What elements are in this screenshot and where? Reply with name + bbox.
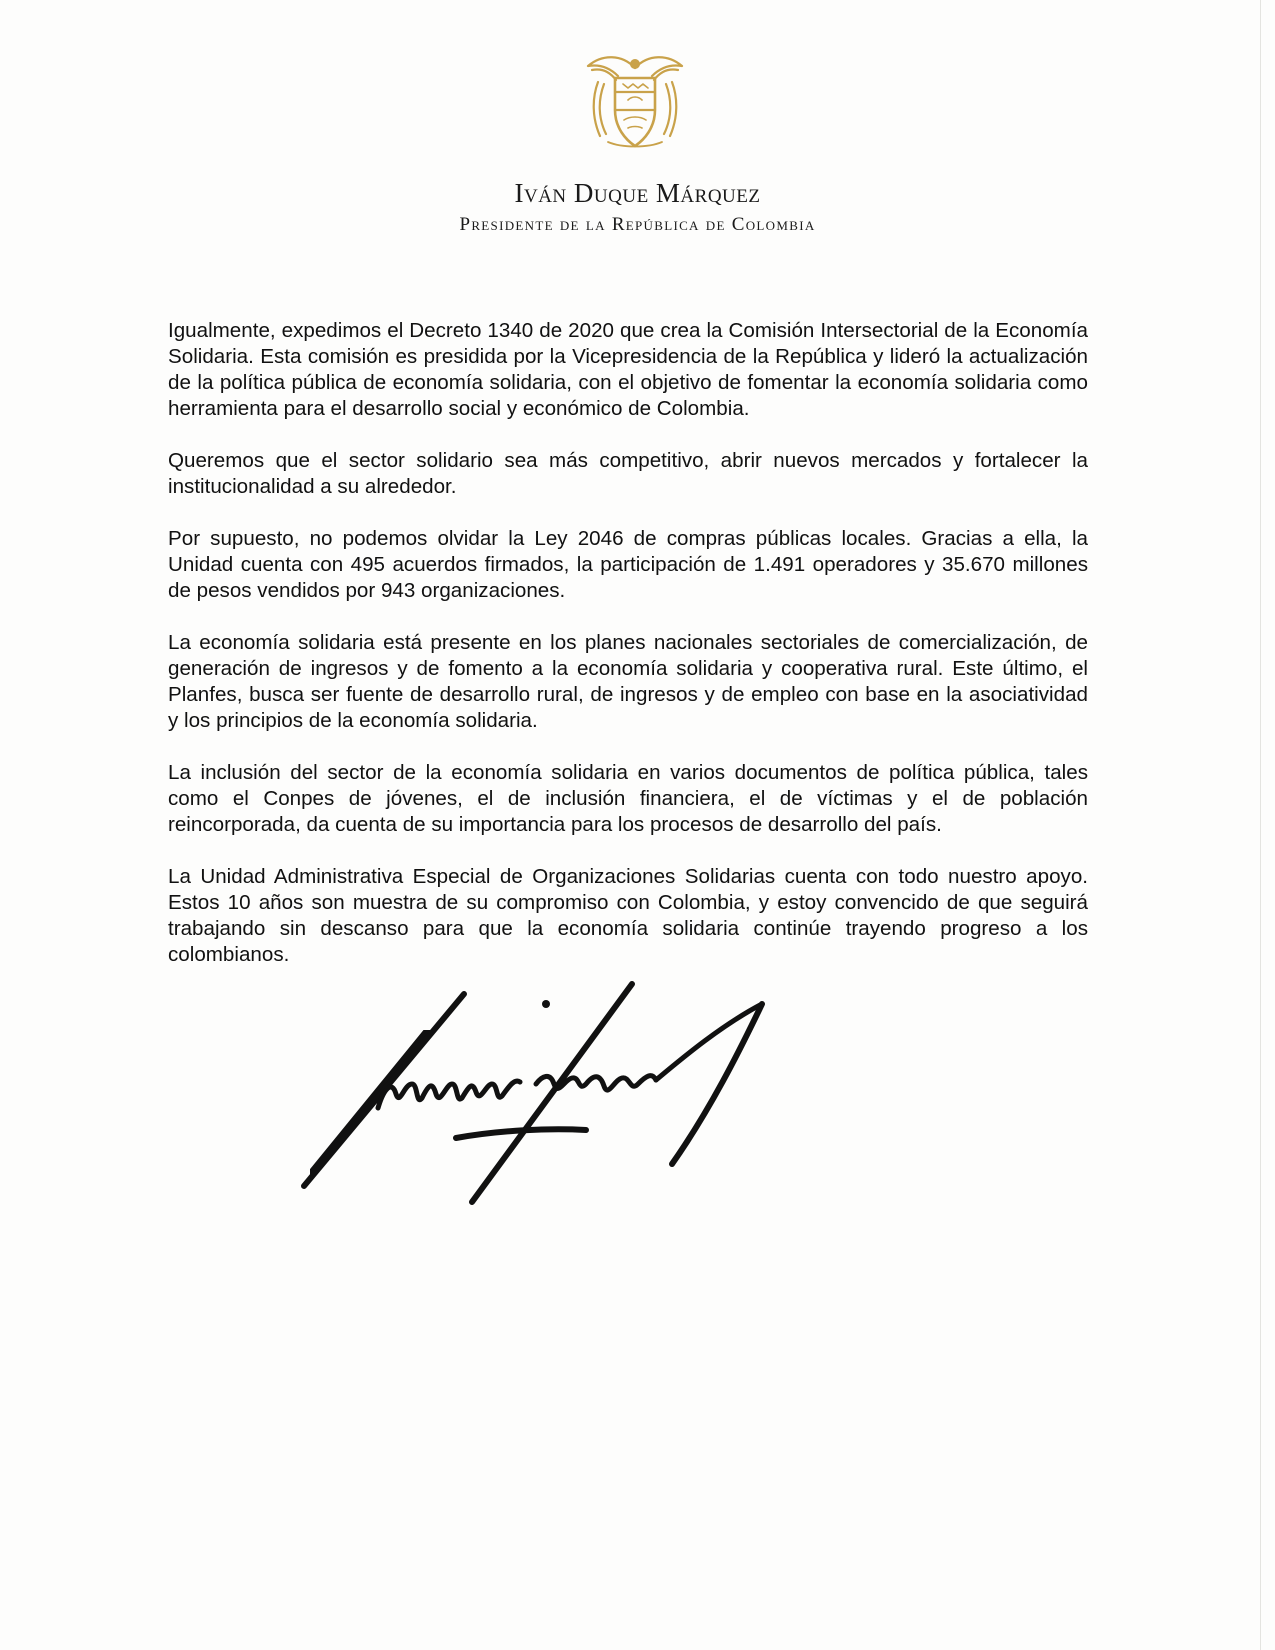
president-title: Presidente de la República de Colombia (459, 214, 816, 235)
page-edge (1260, 0, 1261, 1650)
paragraph-4: La economía solidaria está presente en los planes nacionales sectoriales de comercialización, de generación de ingresos y de fomento a la economía solidaria y cooperativa rural. Este último, el Planfes, busca ser fuente de desarrollo rural, de ingresos y de empleo con base en la asociatividad y los principios de la economía solidaria. (168, 631, 1088, 732)
paragraph-5: La inclusión del sector de la economía solidaria en varios documentos de política pública, tales como el Conpes de jóvenes, el de inclusión financiera, el de víctimas y el de población reincorporada, da cuenta de su importancia para los procesos de desarrollo del país. (168, 761, 1088, 836)
paragraph-3: Por supuesto, no podemos olvidar la Ley 2046 de compras públicas locales. Gracias a ella, la Unidad cuenta con 495 acuerdos firmados, la participación de 1.491 operadores y 35.670 millones de pesos vendidos por 943 organizaciones. (168, 527, 1088, 602)
president-name: Iván Duque Márquez (514, 178, 761, 208)
signature-strokes (300, 980, 780, 1210)
coat-of-arms-icon (578, 48, 692, 156)
paragraph-6: La Unidad Administrativa Especial de Organizaciones Solidarias cuenta con todo nuestro apoyo. Estos 10 años son muestra de su compromiso con Colombia, y estoy convencido de que seguirá trabajando sin descanso para que la economía solidaria continúe trayendo progreso a los colombianos. (168, 865, 1088, 966)
paragraph-2: Queremos que el sector solidario sea más competitivo, abrir nuevos mercados y fortalecer la institucionalidad a su alrededor. (168, 449, 1088, 498)
letter-body (168, 318, 1088, 994)
paragraph-1: Igualmente, expedimos el Decreto 1340 de 2020 que crea la Comisión Intersectorial de la Economía Solidaria. Esta comisión es presidida por la Vicepresidencia de la República y lideró la actualización de la política pública de economía solidaria, con el objetivo de fomentar la economía solidaria como herramienta para el desarrollo social y económico de Colombia. (168, 319, 1088, 420)
